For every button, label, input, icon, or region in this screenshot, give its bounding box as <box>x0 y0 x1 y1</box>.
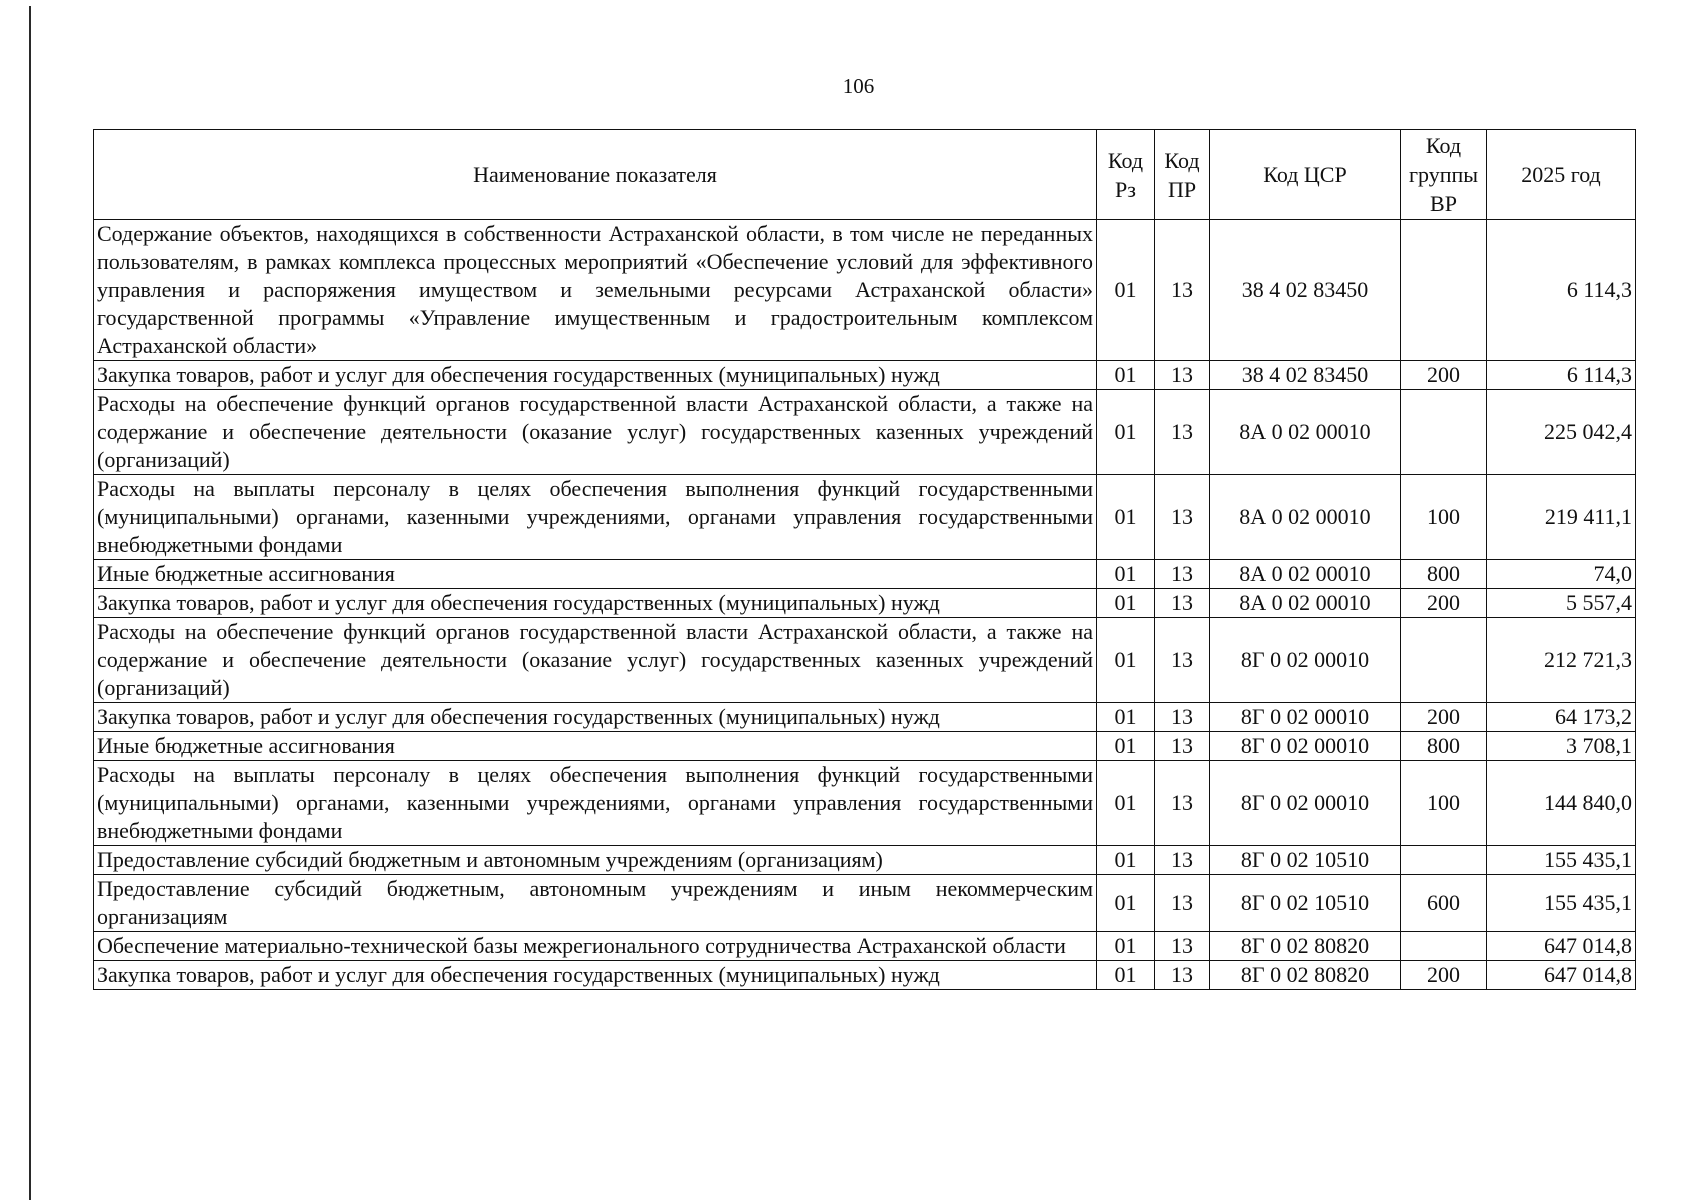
cell-name: Предоставление субсидий бюджетным и автономным учреждениям (организациям) <box>94 846 1097 875</box>
cell-vr: 800 <box>1401 560 1487 589</box>
cell-sum: 6 114,3 <box>1487 220 1636 361</box>
cell-name: Иные бюджетные ассигнования <box>94 732 1097 761</box>
page-number: 106 <box>842 74 875 98</box>
table-header-row <box>94 130 1636 220</box>
cell-sum: 155 435,1 <box>1487 846 1636 875</box>
cell-rz: 01 <box>1097 875 1155 932</box>
cell-rz: 01 <box>1097 475 1155 560</box>
cell-rz: 01 <box>1097 361 1155 390</box>
cell-rz: 01 <box>1097 589 1155 618</box>
table-row <box>94 618 1636 703</box>
cell-name: Предоставление субсидий бюджетным, автономным учреждениям и иным некоммерческим организациям <box>94 875 1097 932</box>
cell-vr <box>1401 220 1487 361</box>
cell-name: Расходы на обеспечение функций органов государственной власти Астраханской области, а также на содержание и обеспечение деятельности (оказание услуг) государственных казенных учреждений (организаций) <box>94 390 1097 475</box>
cell-rz: 01 <box>1097 961 1155 990</box>
cell-vr <box>1401 846 1487 875</box>
cell-sum: 212 721,3 <box>1487 618 1636 703</box>
cell-csr: 8Г 0 02 00010 <box>1210 732 1401 761</box>
cell-pr: 13 <box>1155 390 1210 475</box>
cell-pr: 13 <box>1155 846 1210 875</box>
table-row <box>94 475 1636 560</box>
cell-vr: 200 <box>1401 703 1487 732</box>
cell-sum: 155 435,1 <box>1487 875 1636 932</box>
budget-table <box>93 129 1636 990</box>
cell-vr: 100 <box>1401 761 1487 846</box>
cell-csr: 8А 0 02 00010 <box>1210 390 1401 475</box>
cell-rz: 01 <box>1097 390 1155 475</box>
cell-vr <box>1401 618 1487 703</box>
cell-csr: 8Г 0 02 80820 <box>1210 932 1401 961</box>
cell-vr: 200 <box>1401 589 1487 618</box>
header-pr: Код ПР <box>1155 130 1210 220</box>
table-row <box>94 703 1636 732</box>
cell-name: Содержание объектов, находящихся в собственности Астраханской области, в том числе не переданных пользователям, в рамках комплекса процессных мероприятий «Обеспечение условий для эффективного управления и распоряжения имуществом и земельными ресурсами Астраханской области» государственной программы «Управление имущественным и градостроительным комплексом Астраханской области» <box>94 220 1097 361</box>
table-row <box>94 932 1636 961</box>
cell-csr: 8Г 0 02 10510 <box>1210 875 1401 932</box>
cell-name: Обеспечение материально-технической базы межрегионального сотрудничества Астраханской области <box>94 932 1097 961</box>
cell-name: Закупка товаров, работ и услуг для обеспечения государственных (муниципальных) нужд <box>94 703 1097 732</box>
header-sum: 2025 год <box>1487 130 1636 220</box>
cell-name: Закупка товаров, работ и услуг для обеспечения государственных (муниципальных) нужд <box>94 361 1097 390</box>
cell-name: Расходы на обеспечение функций органов государственной власти Астраханской области, а также на содержание и обеспечение деятельности (оказание услуг) государственных казенных учреждений (организаций) <box>94 618 1097 703</box>
cell-vr: 200 <box>1401 361 1487 390</box>
cell-name: Закупка товаров, работ и услуг для обеспечения государственных (муниципальных) нужд <box>94 961 1097 990</box>
cell-vr: 600 <box>1401 875 1487 932</box>
cell-pr: 13 <box>1155 961 1210 990</box>
cell-csr: 38 4 02 83450 <box>1210 361 1401 390</box>
cell-csr: 8Г 0 02 00010 <box>1210 618 1401 703</box>
cell-rz: 01 <box>1097 846 1155 875</box>
table-row <box>94 875 1636 932</box>
cell-csr: 8Г 0 02 00010 <box>1210 761 1401 846</box>
cell-pr: 13 <box>1155 361 1210 390</box>
cell-csr: 8Г 0 02 80820 <box>1210 961 1401 990</box>
cell-name: Расходы на выплаты персоналу в целях обеспечения выполнения функций государственными (муниципальными) органами, казенными учреждениями, органами управления государственными внебюджетными фондами <box>94 761 1097 846</box>
cell-csr: 38 4 02 83450 <box>1210 220 1401 361</box>
cell-sum: 647 014,8 <box>1487 961 1636 990</box>
cell-csr: 8А 0 02 00010 <box>1210 560 1401 589</box>
cell-pr: 13 <box>1155 932 1210 961</box>
cell-vr: 800 <box>1401 732 1487 761</box>
table-row <box>94 361 1636 390</box>
cell-csr: 8Г 0 02 10510 <box>1210 846 1401 875</box>
cell-pr: 13 <box>1155 618 1210 703</box>
cell-rz: 01 <box>1097 618 1155 703</box>
cell-pr: 13 <box>1155 560 1210 589</box>
table-row <box>94 761 1636 846</box>
cell-vr <box>1401 932 1487 961</box>
cell-vr <box>1401 390 1487 475</box>
cell-sum: 647 014,8 <box>1487 932 1636 961</box>
cell-rz: 01 <box>1097 732 1155 761</box>
cell-pr: 13 <box>1155 589 1210 618</box>
header-vr: Код группы ВР <box>1401 130 1487 220</box>
cell-sum: 225 042,4 <box>1487 390 1636 475</box>
cell-pr: 13 <box>1155 761 1210 846</box>
table-row <box>94 390 1636 475</box>
cell-csr: 8Г 0 02 00010 <box>1210 703 1401 732</box>
cell-sum: 5 557,4 <box>1487 589 1636 618</box>
cell-pr: 13 <box>1155 475 1210 560</box>
table-row <box>94 220 1636 361</box>
cell-sum: 74,0 <box>1487 560 1636 589</box>
cell-name: Иные бюджетные ассигнования <box>94 560 1097 589</box>
table-row <box>94 961 1636 990</box>
cell-rz: 01 <box>1097 761 1155 846</box>
cell-name: Закупка товаров, работ и услуг для обеспечения государственных (муниципальных) нужд <box>94 589 1097 618</box>
cell-csr: 8А 0 02 00010 <box>1210 475 1401 560</box>
cell-name: Расходы на выплаты персоналу в целях обеспечения выполнения функций государственными (муниципальными) органами, казенными учреждениями, органами управления государственными внебюджетными фондами <box>94 475 1097 560</box>
cell-sum: 219 411,1 <box>1487 475 1636 560</box>
table-row <box>94 846 1636 875</box>
cell-vr: 200 <box>1401 961 1487 990</box>
cell-csr: 8А 0 02 00010 <box>1210 589 1401 618</box>
cell-sum: 3 708,1 <box>1487 732 1636 761</box>
table-body <box>94 220 1636 990</box>
cell-pr: 13 <box>1155 703 1210 732</box>
table-row <box>94 732 1636 761</box>
cell-rz: 01 <box>1097 932 1155 961</box>
cell-pr: 13 <box>1155 875 1210 932</box>
cell-rz: 01 <box>1097 703 1155 732</box>
table-row <box>94 560 1636 589</box>
table-row <box>94 589 1636 618</box>
left-margin-line <box>29 6 31 1200</box>
header-csr: Код ЦСР <box>1210 130 1401 220</box>
cell-vr: 100 <box>1401 475 1487 560</box>
cell-pr: 13 <box>1155 732 1210 761</box>
cell-sum: 144 840,0 <box>1487 761 1636 846</box>
cell-pr: 13 <box>1155 220 1210 361</box>
cell-rz: 01 <box>1097 560 1155 589</box>
header-name: Наименование показателя <box>94 130 1097 220</box>
cell-sum: 64 173,2 <box>1487 703 1636 732</box>
header-rz: Код Рз <box>1097 130 1155 220</box>
cell-rz: 01 <box>1097 220 1155 361</box>
cell-sum: 6 114,3 <box>1487 361 1636 390</box>
